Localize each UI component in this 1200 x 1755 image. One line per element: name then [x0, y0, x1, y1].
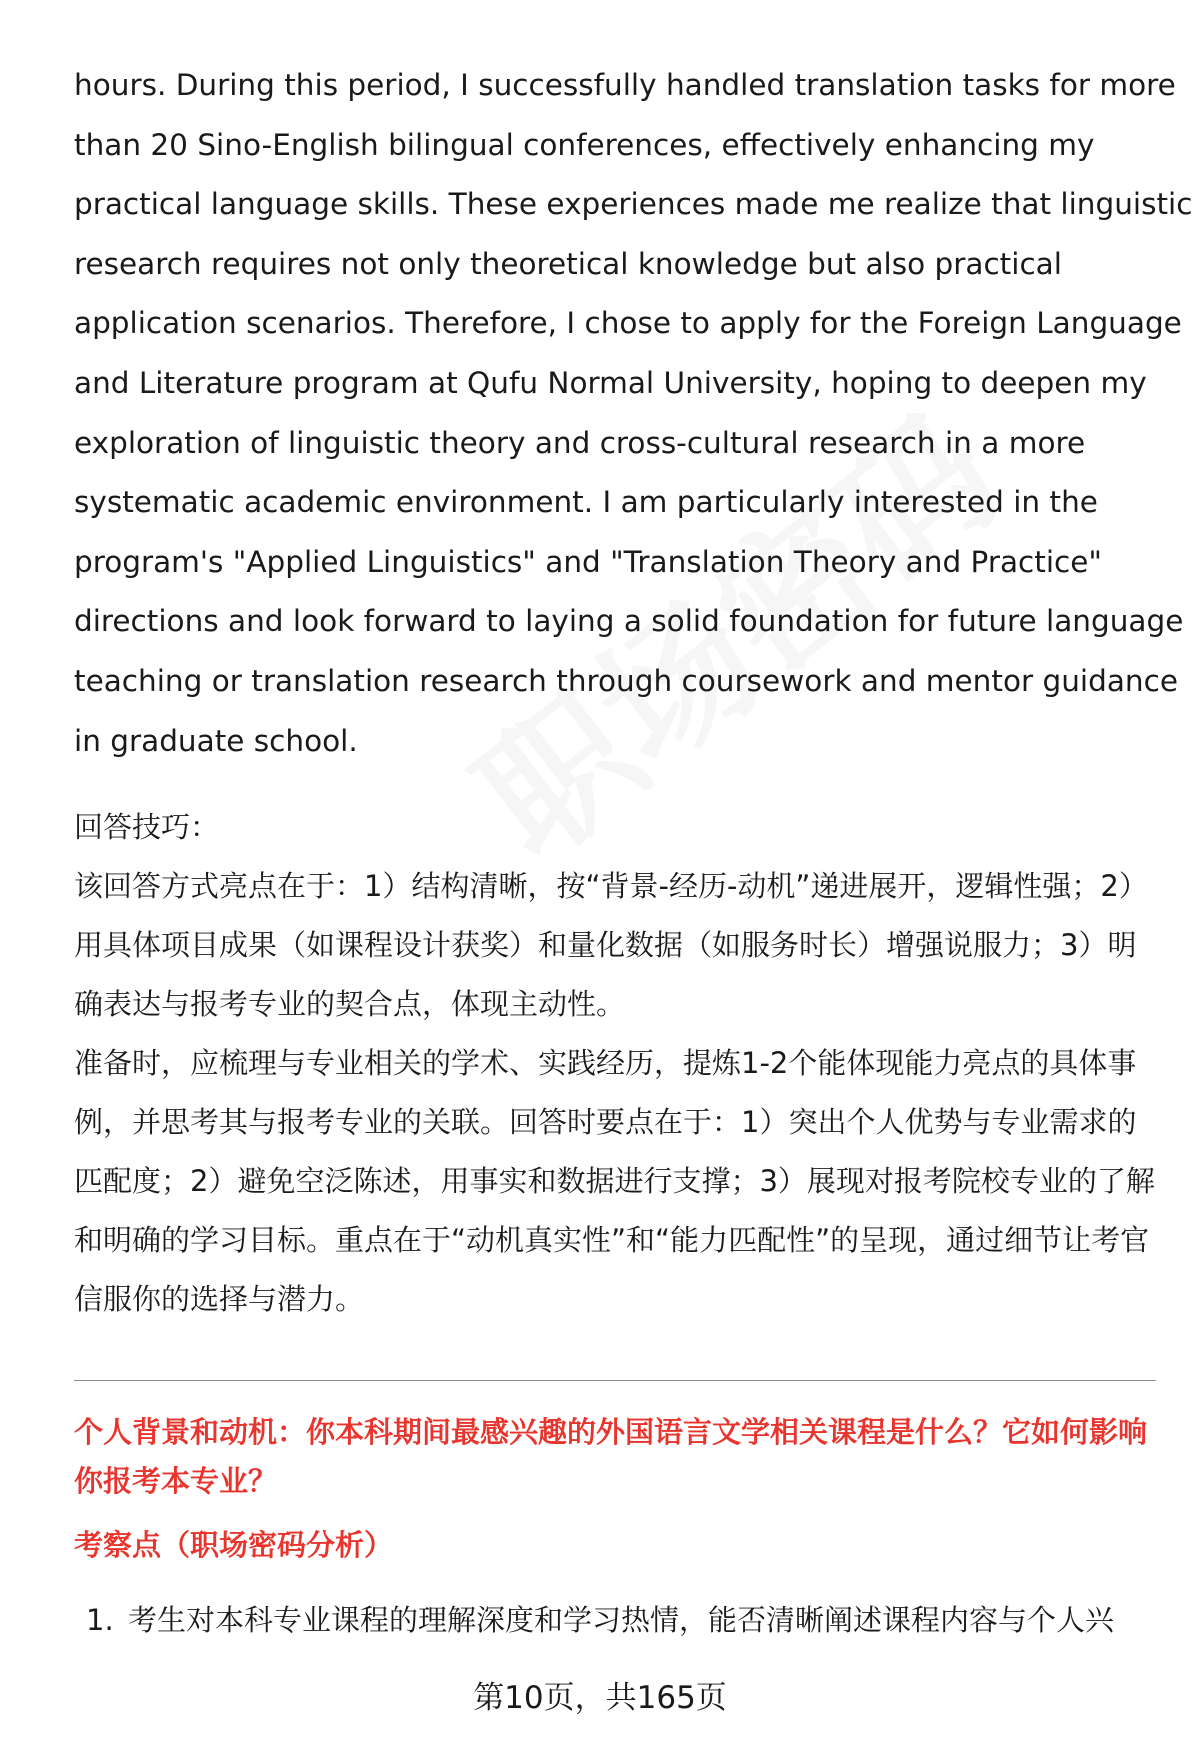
answer-paragraph	[74, 56, 1193, 771]
section-divider	[74, 1380, 1156, 1381]
tips-paragraph: 该回答方式亮点在于：1）结构清晰，按“背景-经历-动机”递进展开，逻辑性强；2）用具体项目成果（如课程设计获奖）和量化数据（如服务时长）增强说服力；3）明确表达与报考专业的契合点，体现主动性。	[74, 869, 1148, 1021]
list-item-text: 考生对本科专业课程的理解深度和学习热情，能否清晰阐述课程内容与个人兴	[128, 1603, 1115, 1637]
list-item-number: 1.	[86, 1603, 114, 1637]
answer-tips-section	[74, 798, 1164, 1329]
answer-line: application scenarios. Therefore, I chose to apply for the Foreign Language	[74, 306, 1182, 341]
answer-line: exploration of linguistic theory and cross-cultural research in a more	[74, 425, 1086, 460]
tips-paragraph: 准备时，应梳理与专业相关的学术、实践经历，提炼1-2个能体现能力亮点的具体事例，并思考其与报考专业的关联。回答时要点在于：1）突出个人优势与专业需求的匹配度；2）避免空泛陈述，用事实和数据进行支撑；3）展现对报考院校专业的了解和明确的学习目标。重点在于“动机真实性”和“能力匹配性”的呈现，通过细节让考官信服你的选择与潜力。	[74, 1046, 1155, 1316]
answer-line: systematic academic environment. I am particularly interested in the	[74, 485, 1098, 520]
assessment-list	[74, 1600, 1164, 1640]
list-item	[74, 1600, 1164, 1640]
answer-line: and Literature program at Qufu Normal University, hoping to deepen my	[74, 365, 1147, 400]
answer-line: teaching or translation research through coursework and mentor guidance	[74, 663, 1178, 698]
answer-line: than 20 Sino-English bilingual conferences, effectively enhancing my	[74, 127, 1095, 162]
answer-line: in graduate school.	[74, 723, 358, 758]
answer-line: program's "Applied Linguistics" and "Translation Theory and Practice"	[74, 544, 1102, 579]
page-number: 第10页，共165页	[473, 1680, 727, 1716]
tips-heading: 回答技巧：	[74, 810, 220, 844]
answer-line: directions and look forward to laying a solid foundation for future language	[74, 604, 1184, 639]
question-heading: 个人背景和动机：你本科期间最感兴趣的外国语言文学相关课程是什么？它如何影响你报考本专业？	[74, 1415, 1148, 1498]
assessment-title: 考察点（职场密码分析）	[74, 1528, 394, 1562]
answer-line: hours. During this period, I successfully handled translation tasks for more	[74, 68, 1176, 102]
answer-line: research requires not only theoretical knowledge but also practical	[74, 246, 1062, 281]
answer-line: practical language skills. These experiences made me realize that linguistic	[74, 187, 1193, 222]
